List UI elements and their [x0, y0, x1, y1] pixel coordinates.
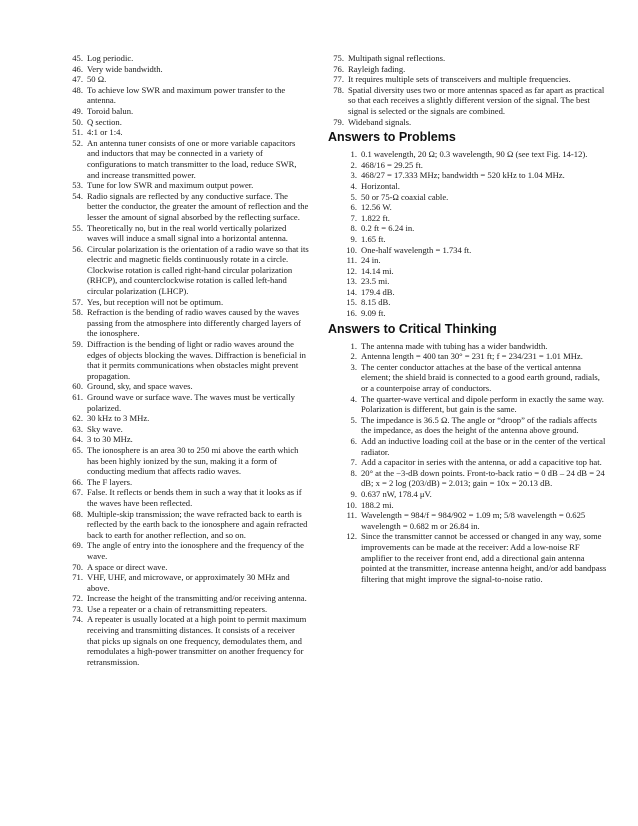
- item-text: 12.56 W.: [361, 202, 392, 213]
- problems-list: [328, 149, 608, 319]
- item-number: 12.: [346, 265, 357, 276]
- item-number: 2.: [350, 159, 357, 170]
- item-number: 70.: [72, 561, 83, 572]
- item-number: 77.: [333, 74, 344, 85]
- item-text: The angle of entry into the ionosphere and the frequency of the wave.: [87, 540, 304, 561]
- answer-item: [328, 341, 608, 352]
- item-text: Log periodic.: [87, 53, 134, 63]
- item-text: 9.09 ft.: [361, 308, 386, 319]
- answer-item: [67, 604, 309, 615]
- answer-item: [328, 489, 608, 500]
- item-number: 46.: [72, 63, 83, 74]
- critical-thinking-list: [328, 341, 608, 585]
- item-number: 64.: [72, 434, 83, 445]
- item-number: 9.: [350, 233, 357, 244]
- answer-item: [328, 415, 608, 436]
- answer-item: [328, 531, 608, 584]
- answer-item: [328, 287, 608, 298]
- item-number: 67.: [72, 487, 83, 498]
- item-text: Circular polarization is the orientation of a radio wave so that its electric and magnetic fields continuously rotate in a circle. Clockwise rotation is called right-hand circular polarization (RHCP), and counterclockwise rotation is called left-hand circular polarization (LHCP).: [87, 243, 309, 297]
- item-number: 58.: [72, 307, 83, 318]
- answer-item: [328, 457, 608, 468]
- review-answers-continued: [328, 53, 608, 127]
- answer-item: [328, 297, 608, 308]
- answer-item: [67, 64, 309, 75]
- answer-item: [67, 223, 309, 244]
- answer-item: [67, 307, 309, 339]
- item-text: 23.5 mi.: [361, 276, 390, 287]
- answer-item: [328, 213, 608, 224]
- answer-item: [328, 181, 608, 192]
- item-number: 10.: [346, 499, 357, 510]
- item-text: Very wide bandwidth.: [87, 63, 163, 74]
- answer-item: [67, 138, 309, 180]
- item-number: 13.: [346, 276, 357, 287]
- item-number: 1.: [350, 340, 357, 351]
- answer-item: [67, 74, 309, 85]
- answer-item: [328, 160, 608, 171]
- answer-item: [328, 64, 608, 75]
- item-number: 1.: [350, 149, 357, 160]
- item-number: 56.: [72, 243, 83, 254]
- answer-item: [67, 106, 309, 117]
- item-number: 4.: [350, 393, 357, 404]
- item-number: 78.: [333, 84, 344, 95]
- item-text: Toroid balun.: [87, 105, 134, 116]
- item-number: 10.: [346, 244, 357, 255]
- item-number: 53.: [72, 180, 83, 191]
- item-text: Rayleigh fading.: [348, 63, 406, 74]
- item-text: The F layers.: [87, 476, 133, 487]
- item-text: The center conductor attaches at the base of the vertical antenna element; the shield braid is connected to a good earth ground, radials, or a counterpoise array of conductors.: [361, 361, 600, 394]
- item-text: Add an inductive loading coil at the base or in the center of the vertical radiator.: [361, 436, 606, 457]
- answer-item: [67, 117, 309, 128]
- item-number: 12.: [346, 531, 357, 542]
- answer-item: [328, 202, 608, 213]
- answer-item: [67, 244, 309, 297]
- answer-item: [67, 477, 309, 488]
- item-text: 0.2 ft = 6.24 in.: [361, 223, 415, 234]
- item-number: 65.: [72, 444, 83, 455]
- item-number: 61.: [72, 392, 83, 402]
- item-text: Multipath signal reflections.: [348, 53, 446, 63]
- answer-item: [67, 540, 309, 561]
- answer-item: [67, 127, 309, 138]
- item-text: Multiple-skip transmission; the wave refracted back to earth is reflected by the earth back to the ionosphere and again refracted back to earth for another reflection, and so on.: [87, 508, 308, 540]
- item-text: To achieve low SWR and maximum power transfer to the antenna.: [87, 84, 286, 106]
- answer-item: [67, 424, 309, 435]
- item-text: Since the transmitter cannot be accessed or changed in any way, some improvements can be made at the receiver: Add a low-noise RF amplifier to the receiver front end, add a directional gain antenna pointed at the transmitter, increase antenna height, and/or add bandpass filtering that might improve the signal-to-noise ratio.: [361, 531, 607, 584]
- item-text: Tune for low SWR and maximum output power.: [87, 180, 254, 191]
- item-number: 15.: [346, 297, 357, 308]
- item-number: 4.: [350, 180, 357, 191]
- item-text: 24 in.: [361, 255, 381, 266]
- item-text: VHF, UHF, and microwave, or approximately 30 MHz and above.: [87, 572, 290, 593]
- answer-item: [328, 223, 608, 234]
- item-number: 45.: [72, 53, 83, 63]
- answer-item: [67, 297, 309, 308]
- item-number: 6.: [350, 202, 357, 213]
- answer-item: [328, 500, 608, 511]
- answer-item: [67, 191, 309, 223]
- item-text: It requires multiple sets of transceivers and multiple frequencies.: [348, 74, 571, 85]
- item-number: 47.: [72, 74, 83, 85]
- item-text: Radio signals are reflected by any conductive surface. The better the conductor, the greater the amount of reflection and the lesser the amount of signal absorbed by the reflecting surface.: [87, 190, 309, 222]
- item-number: 9.: [350, 488, 357, 499]
- answer-item: [328, 170, 608, 181]
- item-text: Theoretically no, but in the real world vertically polarized waves will induce a small signal into a horizontal antenna.: [87, 222, 288, 244]
- answer-item: [328, 362, 608, 394]
- item-text: A repeater is usually located at a high point to permit maximum receiving and transmitting distances. It consists of a receiver that picks up signals on one frequency, demodulates them, and remodulates a high-power transmitter on another frequency for retransmission.: [87, 614, 307, 667]
- item-text: 1.65 ft.: [361, 233, 386, 244]
- item-number: 16.: [346, 308, 357, 319]
- answer-item: [67, 562, 309, 573]
- item-text: 0.1 wavelength, 20 Ω; 0.3 wavelength, 90 Ω (see text Fig. 14-12).: [361, 149, 588, 160]
- item-number: 5.: [350, 414, 357, 425]
- answer-item: [328, 74, 608, 85]
- item-text: Wideband signals.: [348, 116, 412, 127]
- item-text: 0.637 nW, 178.4 μV.: [361, 488, 432, 499]
- item-text: Spatial diversity uses two or more antennas spaced as far apart as practical so that each receives a slightly different version of the signal. The best signal is selected or the signals are combined.: [348, 84, 605, 116]
- item-number: 55.: [72, 222, 83, 233]
- item-number: 63.: [72, 423, 83, 434]
- answer-item: [67, 572, 309, 593]
- answer-item: [328, 255, 608, 266]
- item-text: One-half wavelength = 1.734 ft.: [361, 244, 472, 255]
- item-number: 11.: [346, 510, 357, 521]
- item-number: 52.: [72, 137, 83, 148]
- item-number: 8.: [350, 467, 357, 478]
- answer-item: [328, 234, 608, 245]
- answer-item: [328, 510, 608, 531]
- answer-item: [328, 53, 608, 64]
- item-text: Ground, sky, and space waves.: [87, 381, 193, 392]
- item-text: Horizontal.: [361, 180, 400, 191]
- item-text: 50 or 75-Ω coaxial cable.: [361, 191, 449, 202]
- item-text: 1.822 ft.: [361, 212, 390, 223]
- item-number: 48.: [72, 84, 83, 95]
- problems-heading: Answers to Problems: [328, 130, 456, 145]
- item-text: 30 kHz to 3 MHz.: [87, 413, 150, 424]
- answer-item: [67, 180, 309, 191]
- answer-item: [328, 245, 608, 256]
- item-number: 51.: [72, 127, 83, 138]
- item-number: 68.: [72, 508, 83, 519]
- answer-item: [67, 487, 309, 508]
- item-number: 3.: [350, 170, 357, 181]
- item-number: 7.: [350, 457, 357, 468]
- answer-item: [328, 436, 608, 457]
- item-text: The quarter-wave vertical and dipole perform in exactly the same way. Polarization is different, but gain is the same.: [361, 393, 604, 415]
- item-number: 54.: [72, 190, 83, 201]
- item-text: Use a repeater or a chain of retransmitting repeaters.: [87, 603, 268, 614]
- item-text: Wavelength = 984/f = 984/902 = 1.09 m; 5/8 wavelength = 0.625 wavelength = 0.682 m or 26.84 in.: [361, 510, 586, 531]
- item-text: 20° at the −3-dB down points. Front-to-back ratio = 0 dB – 24 dB = 24 dB; x = 2 log (203/dB) = 2.013; gain = 10x = 20.13 dB.: [361, 467, 605, 489]
- item-text: 188.2 mi.: [361, 499, 394, 510]
- item-number: 71.: [72, 572, 83, 583]
- answer-item: [328, 276, 608, 287]
- answer-item: [67, 339, 309, 381]
- item-number: 57.: [72, 296, 83, 307]
- answer-item: [328, 394, 608, 415]
- item-number: 74.: [72, 614, 83, 625]
- critical-thinking-heading: Answers to Critical Thinking: [328, 321, 497, 336]
- left-column: [67, 53, 309, 667]
- answer-item: [67, 85, 309, 106]
- answer-item: [67, 53, 309, 64]
- answer-item: [328, 117, 608, 128]
- item-text: Sky wave.: [87, 423, 123, 434]
- item-text: 4:1 or 1:4.: [87, 127, 123, 138]
- answer-item: [328, 351, 608, 362]
- item-text: Add a capacitor in series with the antenna, or add a capacitive top hat.: [361, 457, 602, 468]
- answer-item: [328, 85, 608, 117]
- answer-item: [67, 381, 309, 392]
- item-text: A space or direct wave.: [87, 561, 168, 572]
- answer-item: [67, 434, 309, 445]
- item-number: 11.: [346, 255, 357, 266]
- right-column: [328, 53, 608, 584]
- item-text: The impedance is 36.5 Ω. The angle or “droop” of the radials affects the impedance, as does the height of the antenna above ground.: [361, 414, 597, 436]
- item-number: 79.: [333, 116, 344, 127]
- answer-item: [328, 149, 608, 160]
- answer-item: [67, 509, 309, 541]
- item-text: 8.15 dB.: [361, 297, 391, 308]
- item-text: An antenna tuner consists of one or more variable capacitors and inductors that may be connected in a variety of configurations to match transmitter to the load, reduce SWR, and increase transmitted power.: [87, 137, 297, 180]
- item-number: 59.: [72, 339, 83, 350]
- answer-item: [328, 192, 608, 203]
- answer-item: [328, 266, 608, 277]
- item-number: 73.: [72, 603, 83, 614]
- item-number: 72.: [72, 593, 83, 604]
- item-text: False. It reflects or bends them in such a way that it looks as if the waves have been reflected.: [87, 487, 302, 508]
- item-text: Refraction is the bending of radio waves caused by the waves passing from the atmosphere into differently charged layers of the ionosphere.: [87, 307, 301, 339]
- item-number: 2.: [350, 351, 357, 362]
- answer-item: [328, 468, 608, 489]
- item-number: 3.: [350, 361, 357, 372]
- answer-item: [67, 445, 309, 477]
- item-text: 3 to 30 MHz.: [87, 434, 133, 445]
- item-number: 5.: [350, 191, 357, 202]
- item-number: 75.: [333, 53, 344, 63]
- item-number: 49.: [72, 105, 83, 116]
- item-text: 468/16 = 29.25 ft.: [361, 159, 423, 170]
- item-number: 8.: [350, 223, 357, 234]
- answer-item: [328, 308, 608, 319]
- answer-item: [67, 614, 309, 667]
- item-text: 14.14 mi.: [361, 265, 394, 276]
- item-number: 7.: [350, 212, 357, 223]
- item-number: 14.: [346, 286, 357, 297]
- item-text: 179.4 dB.: [361, 286, 395, 297]
- answer-item: [67, 413, 309, 424]
- item-text: 468/27 = 17.333 MHz; bandwidth = 520 kHz to 1.04 MHz.: [361, 170, 565, 181]
- item-number: 62.: [72, 413, 83, 424]
- item-text: Increase the height of the transmitting and/or receiving antenna.: [87, 593, 307, 604]
- item-text: Antenna length = 400 tan 30° = 231 ft; f = 234/231 = 1.01 MHz.: [361, 351, 583, 362]
- item-text: Yes, but reception will not be optimum.: [87, 296, 224, 307]
- item-number: 60.: [72, 381, 83, 392]
- item-text: The ionosphere is an area 30 to 250 mi above the earth which has been highly ionized by the sun, making it a form of conducting medium that affects radio waves.: [87, 444, 299, 477]
- item-number: 66.: [72, 476, 83, 487]
- item-text: 50 Ω.: [87, 74, 107, 85]
- item-text: Q section.: [87, 116, 122, 127]
- item-text: Ground wave or surface wave. The waves must be vertically polarized.: [87, 392, 295, 413]
- item-text: The antenna made with tubing has a wider bandwidth.: [361, 340, 548, 351]
- item-number: 50.: [72, 116, 83, 127]
- item-number: 76.: [333, 63, 344, 74]
- item-number: 69.: [72, 540, 83, 551]
- answer-item: [67, 593, 309, 604]
- item-number: 6.: [350, 436, 357, 446]
- item-text: Diffraction is the bending of light or radio waves around the edges of objects blocking the waves. Diffraction is beneficial in that it permits communications when obstacles might prevent propagation.: [87, 339, 306, 381]
- answer-item: [67, 392, 309, 413]
